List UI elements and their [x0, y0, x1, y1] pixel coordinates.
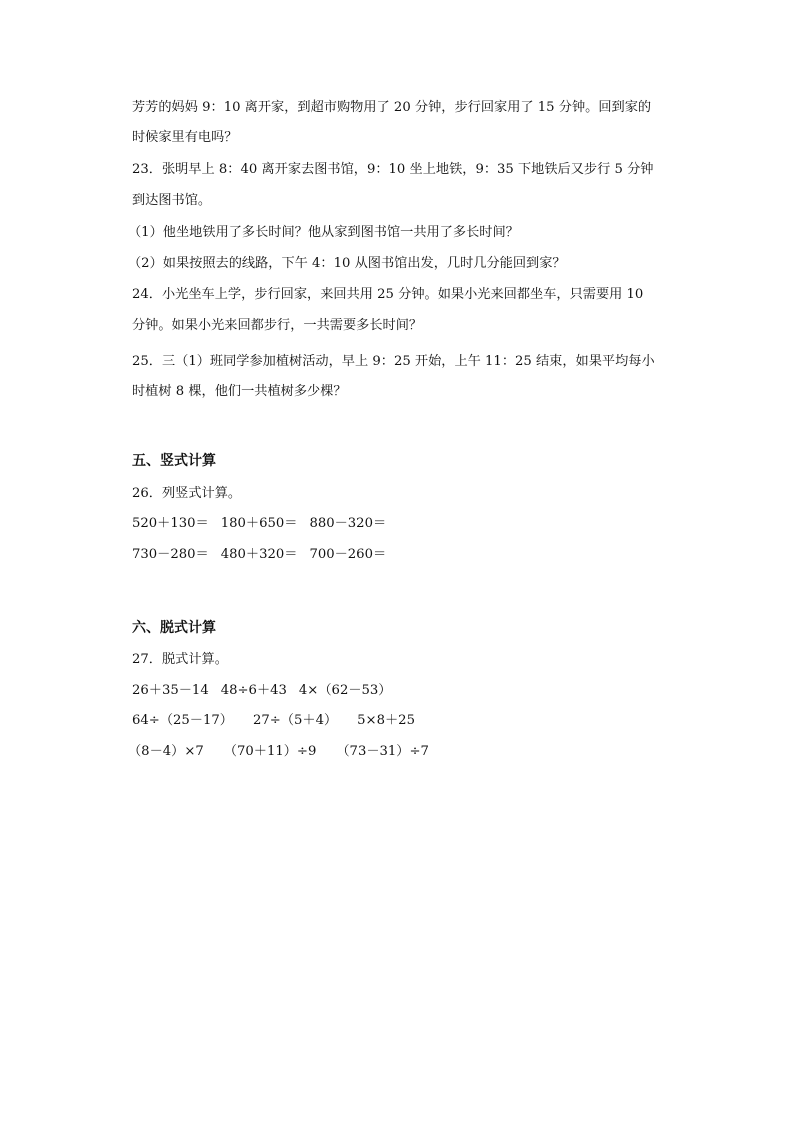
calc-item: 4×（62－53） — [298, 683, 392, 698]
vertical-calc-row-1 — [132, 515, 672, 533]
calc-item: 880－320＝ — [309, 516, 387, 531]
calc-item: 180＋650＝ — [220, 516, 298, 531]
problem-27-question: 27．脱式计算。 — [132, 652, 228, 667]
step-calc-row-2 — [132, 712, 672, 730]
step-calc-row-1 — [132, 682, 672, 700]
calc-item: 48÷6＋43 — [220, 683, 287, 698]
calc-item: 5×8＋25 — [357, 713, 415, 728]
problem-22-line-2: 时候家里有电吗？ — [132, 130, 238, 145]
problem-23-question-1: （1）他坐地铁用了多长时间？他从家到图书馆一共用了多长时间？ — [128, 225, 519, 240]
problem-23-question-2: （2）如果按照去的线路，下午 4：10 从图书馆出发，几时几分能回到家？ — [128, 256, 566, 271]
calc-item: 64÷（25－17） — [132, 713, 233, 728]
calc-item: 520＋130＝ — [132, 516, 209, 531]
calc-item: （73－31）÷7 — [336, 744, 429, 759]
calc-item: （70＋11）÷9 — [223, 744, 317, 759]
problem-24-line-1: 24．小光坐车上学，步行回家，来回共用 25 分钟。如果小光来回都坐车，只需要用 10 — [132, 287, 644, 302]
calc-item: 480＋320＝ — [220, 547, 298, 562]
problem-25-line-1: 25．三（1）班同学参加植树活动，早上 9：25 开始，上午 11：25 结束，如果平均每小 — [132, 354, 655, 369]
problem-22-line-1: 芳芳的妈妈 9：10 离开家，到超市购物用了 20 分钟，步行回家用了 15 分钟。回到家的 — [132, 100, 652, 115]
problem-26-question: 26．列竖式计算。 — [132, 486, 242, 501]
calc-item: 700－260＝ — [309, 547, 387, 562]
section-5-title: 五、竖式计算 — [132, 453, 216, 469]
problem-23-line-1: 23．张明早上 8：40 离开家去图书馆，9：10 坐上地铁，9：35 下地铁后又步行 5 分钟 — [132, 162, 654, 177]
problem-24-line-2: 分钟。如果小光来回都步行，一共需要多长时间？ — [132, 318, 423, 333]
calc-item: 27÷（5＋4） — [252, 713, 338, 728]
step-calc-row-3 — [128, 743, 668, 761]
calc-item: （8－4）×7 — [128, 744, 204, 759]
problem-23-line-2: 到达图书馆。 — [132, 193, 212, 208]
problem-25-line-2: 时植树 8 棵，他们一共植树多少棵？ — [132, 384, 347, 399]
vertical-calc-row-2 — [132, 546, 672, 564]
section-6-title: 六、脱式计算 — [132, 620, 216, 636]
calc-item: 730－280＝ — [132, 547, 209, 562]
calc-item: 26＋35－14 — [132, 683, 209, 698]
